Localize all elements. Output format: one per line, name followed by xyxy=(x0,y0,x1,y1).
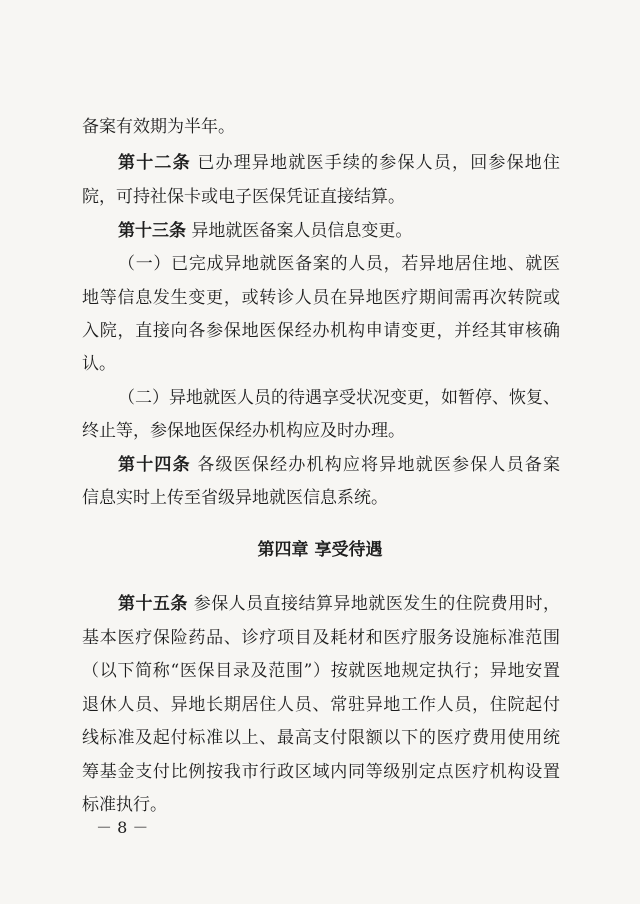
article-label: 第十三条 xyxy=(118,221,186,241)
line-text: 已办理异地就医手续的参保人员，回参保地住 xyxy=(190,153,560,173)
line-text: 院，可持社保卡或电子医保凭证直接结算。 xyxy=(82,187,405,207)
item-2-line-1 xyxy=(118,387,560,409)
line-text: 标准执行。 xyxy=(82,795,167,815)
article-14-line-1 xyxy=(118,454,560,476)
article-15-line-5 xyxy=(82,727,560,749)
article-15-line-2 xyxy=(82,627,560,649)
article-14-line-2 xyxy=(82,487,560,509)
line-text: （二）异地就医人员的待遇享受状况变更，如暂停、恢复、 xyxy=(118,388,560,408)
line-text: 异地就医备案人员信息变更。 xyxy=(186,221,413,241)
line-text: 各级医保经办机构应将异地就医参保人员备案 xyxy=(190,455,560,475)
line-text: （以下简称“医保目录及范围”）按就医地规定执行；异地安置 xyxy=(82,661,560,681)
article-label: 第十五条 xyxy=(118,594,188,614)
article-15-line-7 xyxy=(82,794,560,816)
item-1-line-4 xyxy=(82,353,560,375)
page-number: － 8 － xyxy=(96,818,149,837)
item-1-line-2 xyxy=(82,287,560,309)
line-text: 筹基金支付比例按我市行政区域内同等级别定点医疗机构设置 xyxy=(82,762,560,782)
text-line xyxy=(82,116,560,138)
item-1-line-1 xyxy=(118,253,560,275)
line-text: 认。 xyxy=(82,354,116,374)
article-15-line-3 xyxy=(82,660,560,682)
line-text: 地等信息发生变更，或转诊人员在异地医疗期间需再次转院或 xyxy=(82,288,560,308)
article-15-line-1 xyxy=(118,593,560,615)
article-13-line-1 xyxy=(118,220,560,242)
article-15-line-6 xyxy=(82,761,560,783)
line-text: 备案有效期为半年。 xyxy=(82,117,235,137)
line-text: 线标准及起付标准以上、最高支付限额以下的医疗费用使用统 xyxy=(82,728,560,748)
article-12-line-1 xyxy=(118,152,560,174)
line-text: 终止等，参保地医保经办机构应及时办理。 xyxy=(82,421,405,441)
line-text: 入院，直接向各参保地医保经办机构申请变更，并经其审核确 xyxy=(82,321,560,341)
article-12-line-2 xyxy=(82,186,560,208)
article-label: 第十二条 xyxy=(118,153,191,173)
line-text: 退休人员、异地长期居住人员、常驻异地工作人员，住院起付 xyxy=(82,695,560,715)
line-text: （一）已完成异地就医备案的人员，若异地居住地、就医 xyxy=(118,254,560,274)
item-1-line-3 xyxy=(82,320,560,342)
chapter-heading: 第四章 享受待遇 xyxy=(257,540,383,560)
line-text: 基本医疗保险药品、诊疗项目及耗材和医疗服务设施标准范围 xyxy=(82,628,560,648)
line-text: 信息实时上传至省级异地就医信息系统。 xyxy=(82,488,388,508)
article-label: 第十四条 xyxy=(118,455,191,475)
item-2-line-2 xyxy=(82,420,560,442)
article-15-line-4 xyxy=(82,694,560,716)
line-text: 参保人员直接结算异地就医发生的住院费用时， xyxy=(187,594,561,614)
